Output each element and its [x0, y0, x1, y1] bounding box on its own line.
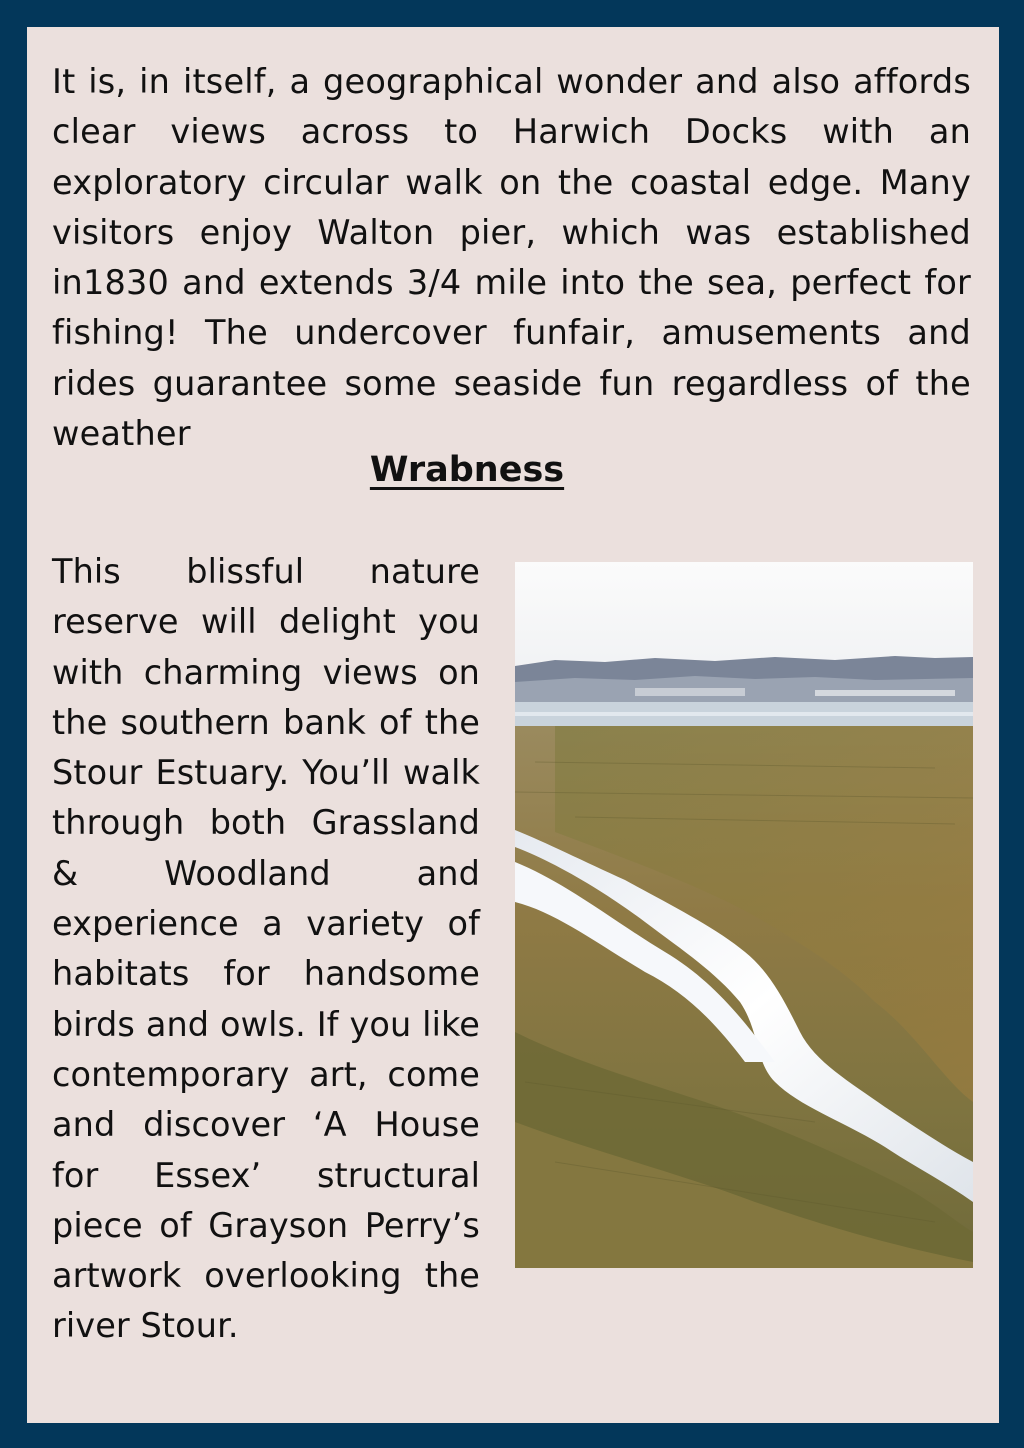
- estuary-photo: [515, 562, 973, 1268]
- intro-paragraph: It is, in itself, a geographical wonder and also affords clear views across to Harwich Docks with an exploratory circular walk on the coastal edge. Many visitors enjoy Walton pier, which was established in1830 and extends 3/4 mile into the sea, perfect for fishing! The undercover funfair, amusements and rides guarantee some seaside fun regardless of the weather: [52, 62, 971, 454]
- section-heading: Wrabness: [369, 450, 565, 490]
- page-panel: [27, 27, 999, 1423]
- section-paragraph: This blissful nature reserve will delight you with charming views on the southern bank of the Stour Estuary. You’ll walk through both Grassland & Woodland and experience a variety of habitats for handsome birds and owls. If you like contemporary art, come and discover ‘A House for Essex’ structural piece of Grayson Perry’s artwork overlooking the river Stour.: [52, 552, 480, 1346]
- estuary-photo-illustration: [515, 562, 973, 1268]
